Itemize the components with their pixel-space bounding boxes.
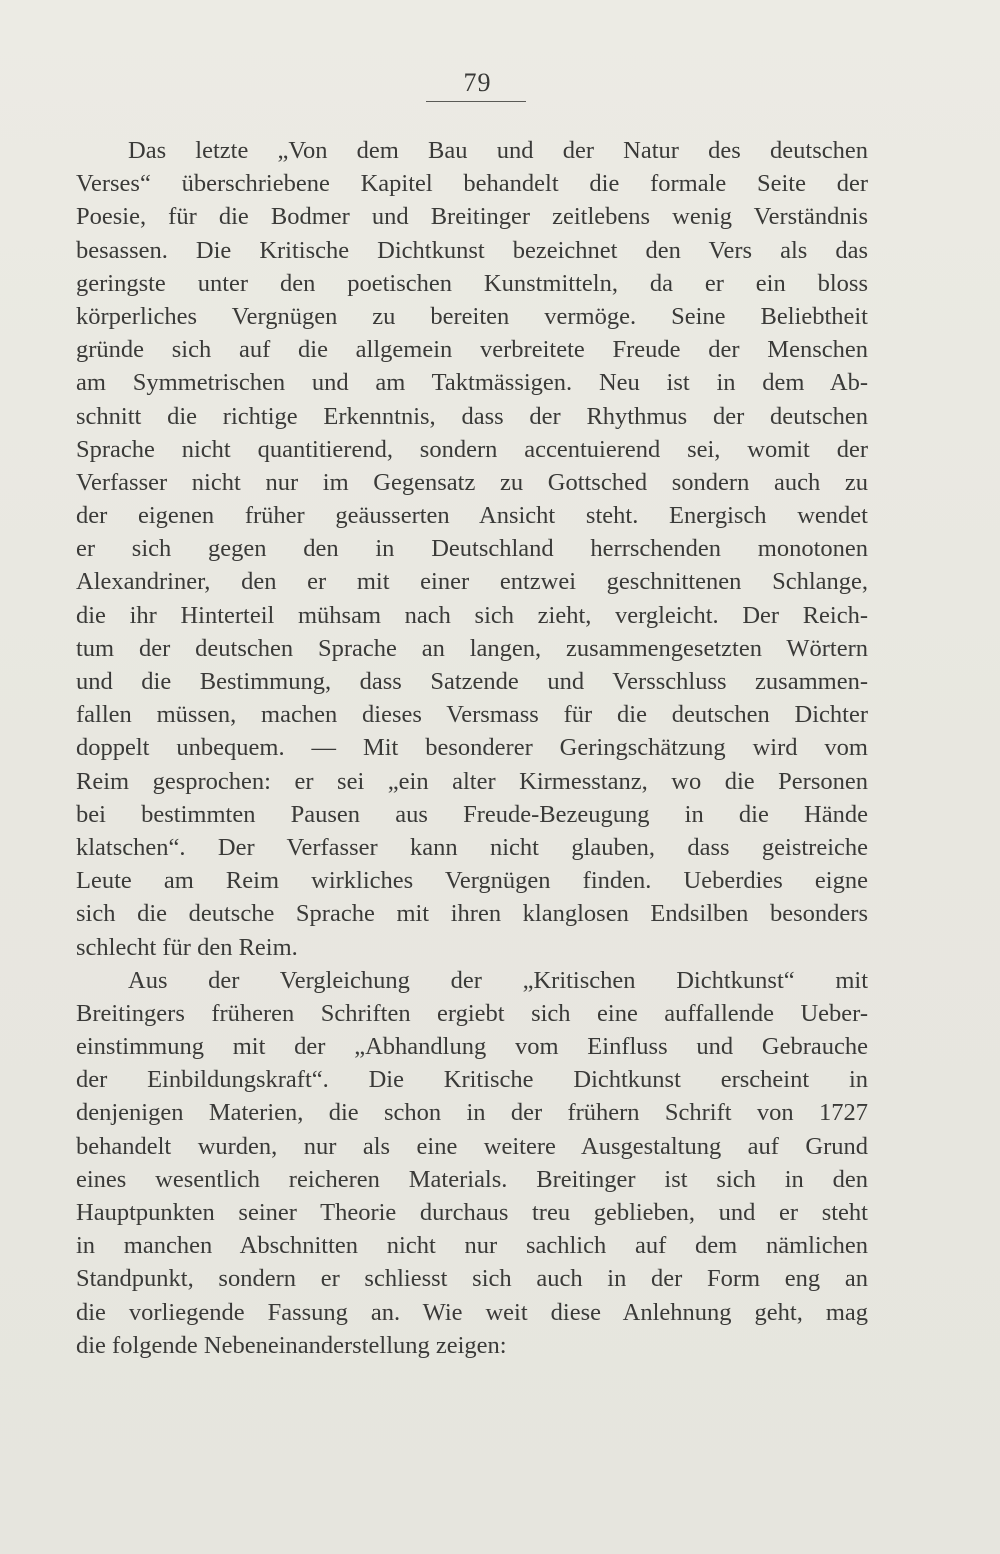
text-line: der eigenen früher geäusserten Ansicht steht. Energisch wendet xyxy=(76,502,868,530)
text-line: der Einbildungskraft“. Die Kritische Dichtkunst erscheint in xyxy=(76,1066,868,1094)
text-line: Das letzte „Von dem Bau und der Natur des deutschen xyxy=(128,137,868,164)
text-line: bei bestimmten Pausen aus Freude-Bezeugung in die Hände xyxy=(76,800,868,828)
text-line: behandelt wurden, nur als eine weitere Ausgestaltung auf Grund xyxy=(76,1132,868,1160)
text-line: schlecht für den Reim. xyxy=(76,933,298,961)
text-line: Reim gesprochen: er sei „ein alter Kirmesstanz, wo die Personen xyxy=(76,767,868,795)
text-line: gründe sich auf die allgemein verbreitete Freude der Menschen xyxy=(76,336,868,364)
text-line: Alexandriner, den er mit einer entzwei geschnittenen Schlange, xyxy=(76,568,868,596)
text-line: besassen. Die Kritische Dichtkunst bezeichnet den Vers als das xyxy=(76,236,868,264)
text-line: Hauptpunkten seiner Theorie durchaus treu geblieben, und er steht xyxy=(76,1199,868,1226)
text-line: geringste unter den poetischen Kunstmitteln, da er ein bloss xyxy=(76,269,868,297)
text-line: eines wesentlich reicheren Materials. Breitinger ist sich in den xyxy=(76,1165,868,1193)
text-line: und die Bestimmung, dass Satzende und Versschluss zusammen- xyxy=(76,668,868,695)
text-line: am Symmetrischen und am Taktmässigen. Neu ist in dem Ab- xyxy=(76,369,868,397)
text-line: Aus der Vergleichung der „Kritischen Dichtkunst“ mit xyxy=(128,966,868,994)
paragraph-1 xyxy=(76,134,868,964)
text-line: einstimmung mit der „Abhandlung vom Einfluss und Gebrauche xyxy=(76,1033,868,1061)
text-line: die ihr Hinterteil mühsam nach sich zieht, vergleicht. Der Reich- xyxy=(76,601,868,629)
page-number-rule xyxy=(426,101,526,102)
text-line: fallen müssen, machen dieses Versmass für die deutschen Dichter xyxy=(76,701,868,729)
page-number: 79 xyxy=(463,68,492,97)
text-line: tum der deutschen Sprache an langen, zusammengesetzten Wörtern xyxy=(76,634,868,662)
text-line: Poesie, für die Bodmer und Breitinger zeitlebens wenig Verständnis xyxy=(76,203,868,231)
text-line: schnitt die richtige Erkenntnis, dass der Rhythmus der deutschen xyxy=(76,402,868,430)
paragraph-2 xyxy=(76,964,868,1362)
text-line: doppelt unbequem. — Mit besonderer Geringschätzung wird vom xyxy=(76,734,868,762)
text-line: Leute am Reim wirkliches Vergnügen finden. Ueberdies eigne xyxy=(76,867,868,895)
text-line: die folgende Nebeneinanderstellung zeigen: xyxy=(76,1331,507,1359)
text-line: Verses“ überschriebene Kapitel behandelt die formale Seite der xyxy=(76,170,868,198)
text-line: die vorliegende Fassung an. Wie weit diese Anlehnung geht, mag xyxy=(76,1298,868,1326)
text-line: er sich gegen den in Deutschland herrschenden monotonen xyxy=(76,535,868,563)
text-line: in manchen Abschnitten nicht nur sachlich auf dem nämlichen xyxy=(76,1232,868,1260)
body-text xyxy=(76,134,868,1362)
text-line: Sprache nicht quantitierend, sondern accentuierend sei, womit der xyxy=(76,435,868,463)
text-line: Breitingers früheren Schriften ergiebt sich eine auffallende Ueber- xyxy=(76,999,868,1027)
text-line: körperliches Vergnügen zu bereiten vermöge. Seine Beliebtheit xyxy=(76,302,868,330)
text-line: Standpunkt, sondern er schliesst sich auch in der Form eng an xyxy=(76,1265,868,1293)
text-line: klatschen“. Der Verfasser kann nicht glauben, dass geistreiche xyxy=(76,833,868,861)
text-line: Verfasser nicht nur im Gegensatz zu Gottsched sondern auch zu xyxy=(76,468,868,496)
text-line: sich die deutsche Sprache mit ihren klanglosen Endsilben besonders xyxy=(76,900,868,928)
text-line: denjenigen Materien, die schon in der frühern Schrift von 1727 xyxy=(76,1099,868,1127)
